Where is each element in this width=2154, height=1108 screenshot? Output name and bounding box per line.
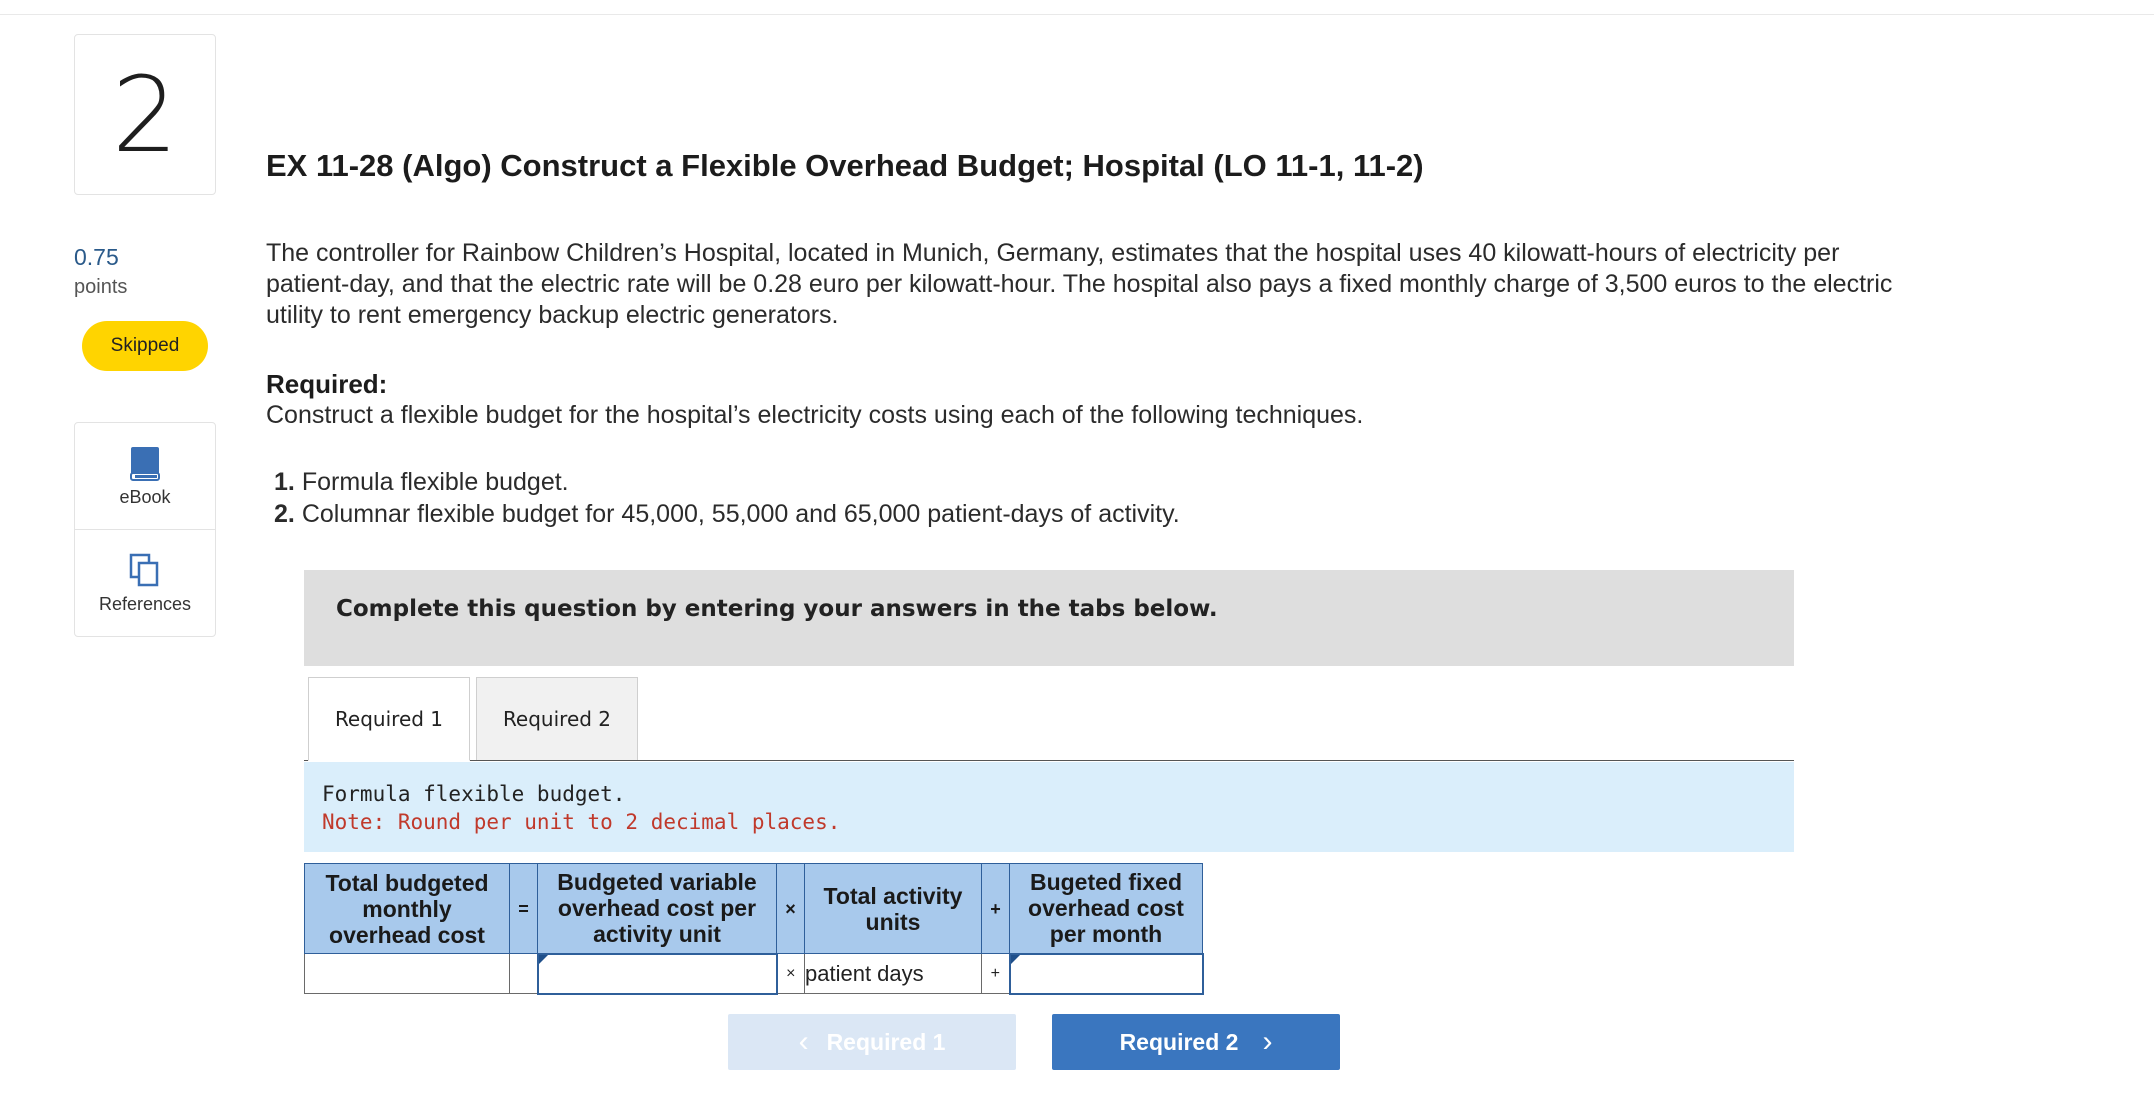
question-number: 2 <box>74 34 216 195</box>
note-warning: Note: Round per unit to 2 decimal places. <box>322 810 841 834</box>
equals-cell <box>510 954 538 994</box>
instruction-text: Complete this question by entering your answers in the tabs below. <box>336 596 1218 622</box>
list-item-number: 2. <box>274 500 295 528</box>
chevron-right-icon: › <box>1262 1025 1273 1058</box>
copy-documents-icon <box>127 552 163 590</box>
tab-divider <box>304 760 1794 761</box>
prev-required-1-button[interactable] <box>728 1014 1016 1070</box>
intro-text: The controller for Rainbow Children’s Hospital, located in Munich, Germany, estimates that the hospital uses 40 kilowatt-hours of electricity per patient-day, and that the electric rate will be 0.28 euro per kilowatt-hour. The hospital also pays a fixed monthly charge of 3,500 euros to the electric utility to rent emergency backup electric generators. <box>266 239 1893 329</box>
instruction-banner <box>304 570 1794 666</box>
points-value: 0.75 <box>74 244 119 270</box>
list-item <box>274 498 1180 530</box>
header-times: × <box>777 864 805 954</box>
instructions-note <box>304 762 1794 852</box>
total-cost-input[interactable] <box>305 954 509 993</box>
required-heading: Required: <box>266 369 388 399</box>
header-fixed-cost: Bugeted fixed overhead cost per month <box>1010 864 1203 954</box>
points-label: points <box>74 276 128 298</box>
book-icon <box>127 445 163 483</box>
tab-required-2[interactable]: Required 2 <box>476 677 638 761</box>
status-badge: Skipped <box>82 321 208 371</box>
note-title: Formula flexible budget. <box>322 782 626 806</box>
next-required-2-button[interactable] <box>1052 1014 1340 1070</box>
top-divider <box>0 14 2154 15</box>
header-activity-units: Total activity units <box>805 864 982 954</box>
required-text: Construct a flexible budget for the hospital’s electricity costs using each of the following techniques. <box>266 401 1364 429</box>
question-intro <box>266 238 1926 331</box>
list-item-number: 1. <box>274 468 295 496</box>
list-item <box>274 466 1180 498</box>
references-label: References <box>98 594 192 614</box>
list-item-text: Formula flexible budget. <box>301 468 569 496</box>
question-title: EX 11-28 (Algo) Construct a Flexible Overhead Budget; Hospital (LO 11-1, 11-2) <box>266 148 1424 183</box>
fixed-cost-input[interactable] <box>1011 955 1202 993</box>
variable-cost-cell <box>538 954 777 994</box>
header-equals: = <box>510 864 538 954</box>
plus-cell: + <box>982 954 1010 994</box>
fixed-cost-cell <box>1010 954 1203 994</box>
header-plus: + <box>982 864 1010 954</box>
activity-units-text: patient days <box>805 954 982 994</box>
total-cost-cell <box>305 954 510 994</box>
ebook-button[interactable] <box>75 423 215 530</box>
table-row <box>305 954 1203 994</box>
list-item-text: Columnar flexible budget for 45,000, 55,000 and 65,000 patient-days of activity. <box>301 500 1180 528</box>
prev-button-label: Required 1 <box>826 1028 946 1055</box>
tools-panel <box>74 422 216 637</box>
variable-cost-input[interactable] <box>539 955 776 993</box>
table-header-row <box>305 864 1203 954</box>
next-button-label: Required 2 <box>1119 1028 1239 1055</box>
times-cell: × <box>777 954 805 994</box>
header-variable-cost: Budgeted variable overhead cost per activity unit <box>538 864 777 954</box>
tab-required-1[interactable]: Required 1 <box>308 677 470 761</box>
header-total-budgeted: Total budgeted monthly overhead cost <box>305 864 510 954</box>
formula-table <box>304 863 1204 995</box>
references-button[interactable] <box>75 530 215 636</box>
requirements-list <box>274 466 1180 530</box>
ebook-label: eBook <box>119 487 171 507</box>
chevron-left-icon: ‹ <box>798 1025 809 1058</box>
